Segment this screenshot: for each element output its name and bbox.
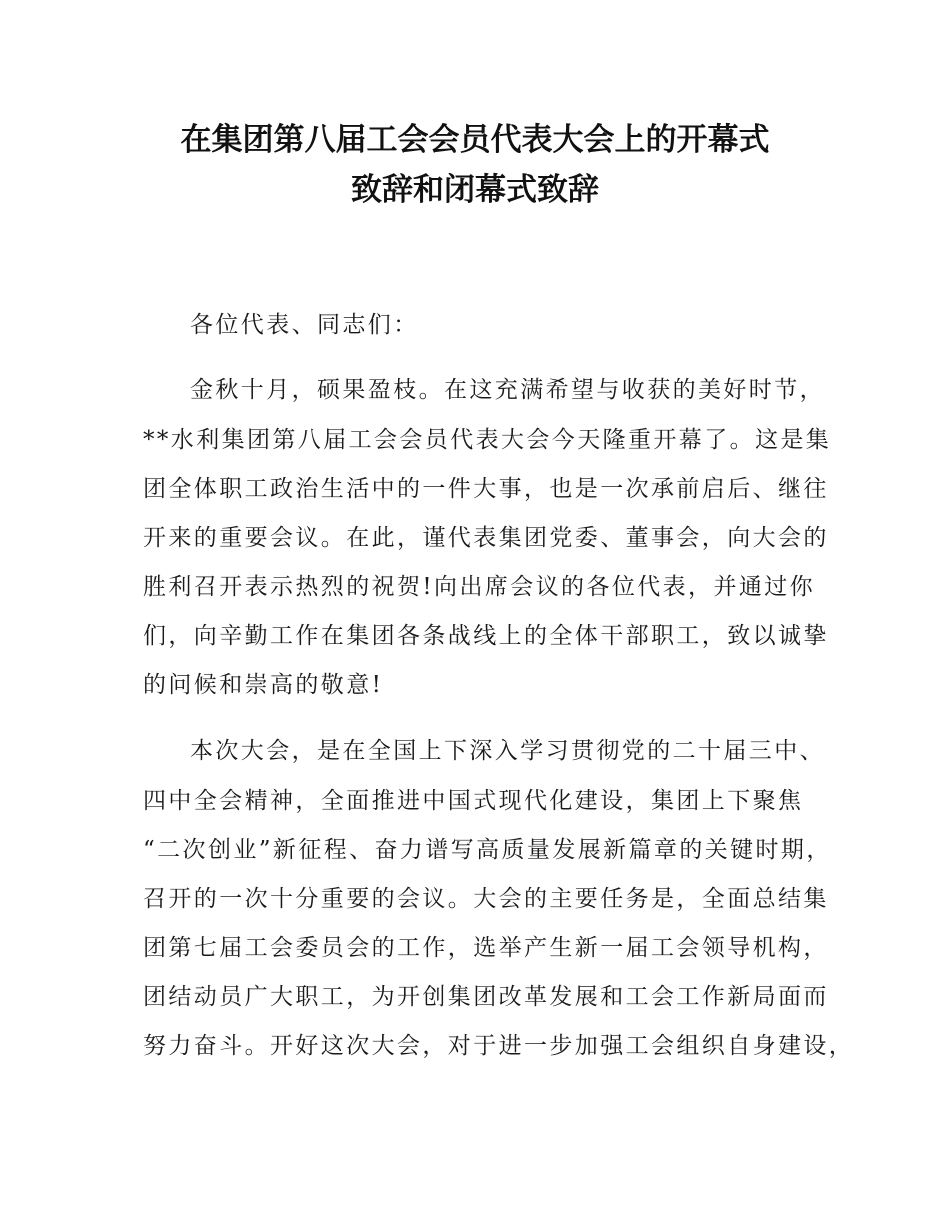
paragraph-2-line: 努力奋斗。开好这次大会，对于进一步加强工会组织自身建设，	[143, 1033, 855, 1059]
paragraph-1-line: 们，向辛勤工作在集团各条战线上的全体干部职工，致以诚挚	[143, 623, 829, 649]
document-title-line-1: 在集团第八届工会会员代表大会上的开幕式	[180, 122, 770, 158]
paragraph-1-line: 胜利召开表示热烈的祝贺!向出席会议的各位代表，并通过你	[143, 574, 816, 600]
document-title-line-2: 致辞和闭幕式致辞	[351, 172, 599, 208]
paragraph-2-line: 团结动员广大职工，为开创集团改革发展和工会工作新局面而	[143, 984, 829, 1010]
paragraph-1-line: 的问候和崇高的敬意!	[143, 672, 384, 698]
paragraph-1-line: 金秋十月，硕果盈枝。在这充满希望与收获的美好时节，	[190, 377, 825, 403]
paragraph-1-line: 开来的重要会议。在此，谨代表集团党委、董事会，向大会的	[143, 525, 829, 551]
paragraph-2-line: 四中全会精神，全面推进中国式现代化建设，集团上下聚焦	[143, 788, 804, 814]
paragraph-2-line: 本次大会，是在全国上下深入学习贯彻党的二十届三中、	[190, 738, 825, 764]
paragraph-2-line: “二次创业”新征程、奋力谱写高质量发展新篇章的关键时期，	[143, 837, 832, 863]
paragraph-1-line: **水利集团第八届工会会员代表大会今天隆重开幕了。这是集	[143, 427, 832, 453]
paragraph-2-line: 召开的一次十分重要的会议。大会的主要任务是，全面总结集	[143, 886, 829, 912]
paragraph-2-line: 团第七届工会委员会的工作，选举产生新一届工会领导机构，	[143, 935, 829, 961]
paragraph-1-line: 团全体职工政治生活中的一件大事，也是一次承前启后、继往	[143, 476, 829, 502]
salutation: 各位代表、同志们：	[190, 312, 419, 338]
